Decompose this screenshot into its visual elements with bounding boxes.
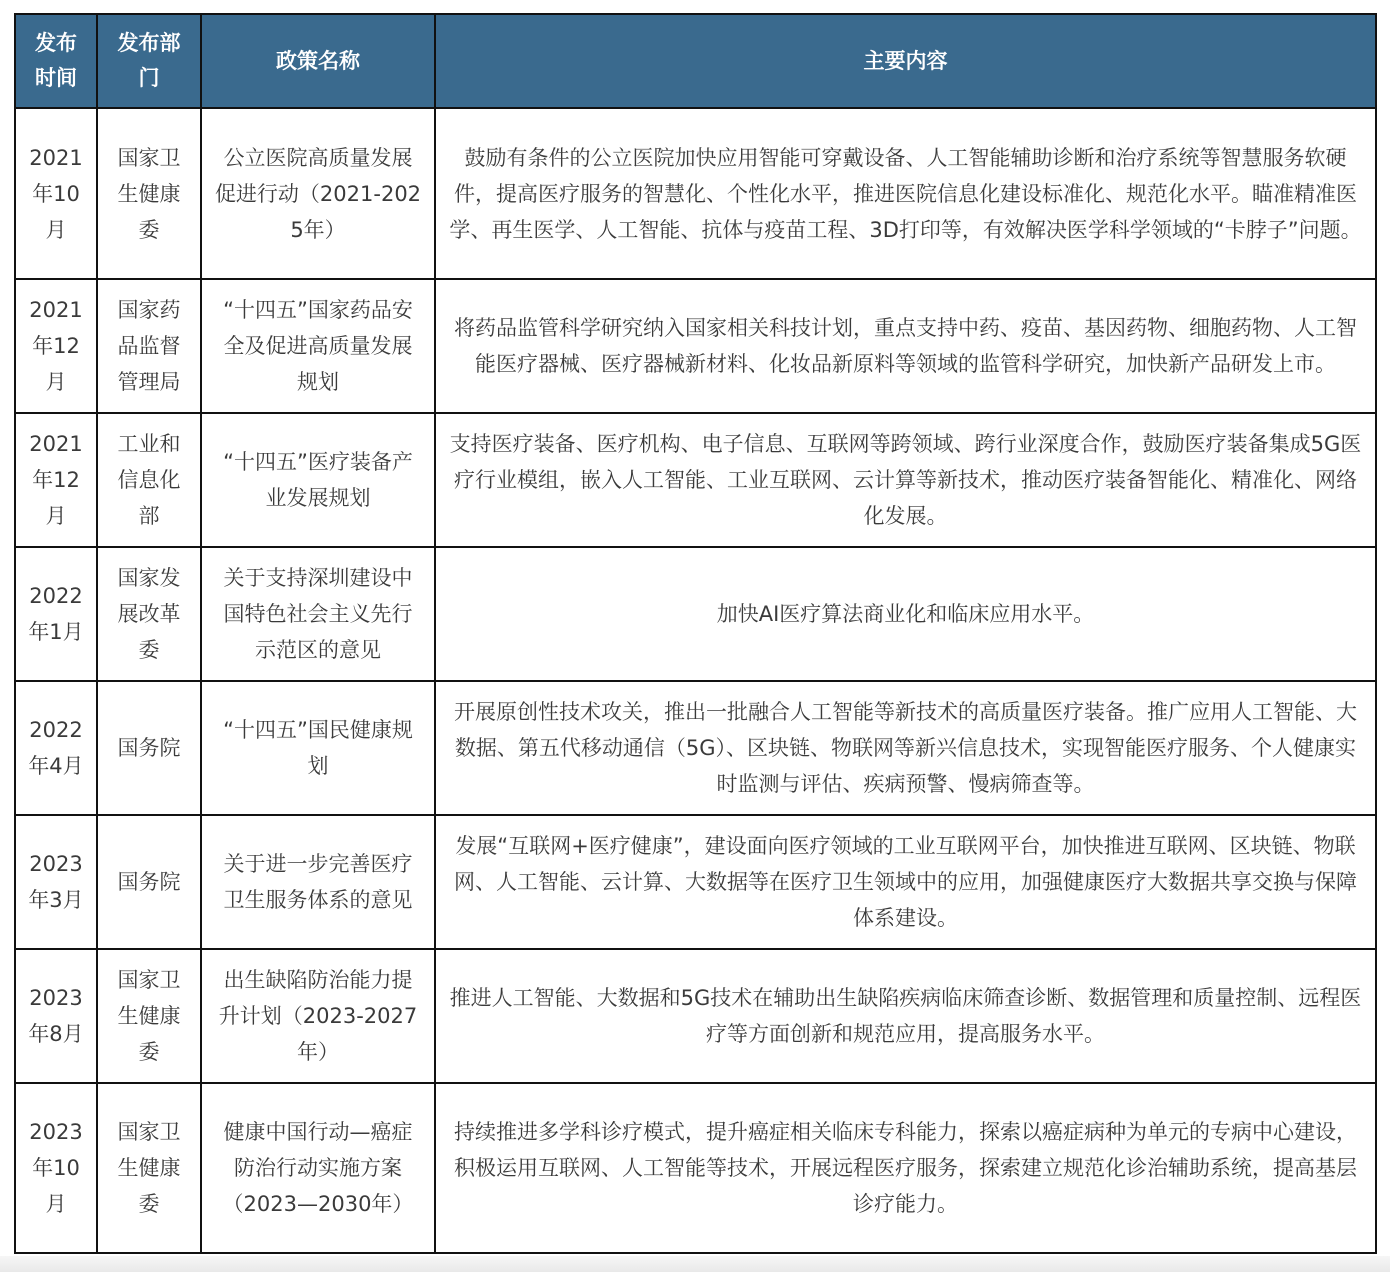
cell-date: 2022年1月 xyxy=(15,547,97,681)
table-row xyxy=(15,279,1376,413)
cell-date: 2021年12月 xyxy=(15,279,97,413)
cell-dept: 国家卫生健康委 xyxy=(97,1083,201,1253)
cell-content: 开展原创性技术攻关，推出一批融合人工智能等新技术的高质量医疗装备。推广应用人工智能、大数据、第五代移动通信（5G）、区块链、物联网等新兴信息技术，实现智能医疗服务、个人健康实时监测与评估、疾病预警、慢病筛查等。 xyxy=(435,681,1376,815)
cell-policy: 公立医院高质量发展促进行动（2021-2025年） xyxy=(201,108,435,279)
policy-table xyxy=(14,13,1377,1254)
cell-policy: 出生缺陷防治能力提升计划（2023-2027年） xyxy=(201,949,435,1083)
cell-date: 2023年3月 xyxy=(15,815,97,949)
header-date: 发布时间 xyxy=(15,14,97,108)
cell-policy: 健康中国行动—癌症防治行动实施方案（2023—2030年） xyxy=(201,1083,435,1253)
cell-dept: 国务院 xyxy=(97,681,201,815)
table-row xyxy=(15,815,1376,949)
cell-date: 2023年10月 xyxy=(15,1083,97,1253)
cell-dept: 工业和信息化部 xyxy=(97,413,201,547)
header-policy: 政策名称 xyxy=(201,14,435,108)
header-row xyxy=(15,14,1376,108)
cell-content: 加快AI医疗算法商业化和临床应用水平。 xyxy=(435,547,1376,681)
cell-date: 2021年10月 xyxy=(15,108,97,279)
cell-dept: 国家药品监督管理局 xyxy=(97,279,201,413)
table-row xyxy=(15,681,1376,815)
cell-policy: “十四五”国民健康规划 xyxy=(201,681,435,815)
cell-policy: “十四五”国家药品安全及促进高质量发展规划 xyxy=(201,279,435,413)
bottom-shadow xyxy=(0,1256,1390,1272)
cell-content: 推进人工智能、大数据和5G技术在辅助出生缺陷疾病临床筛查诊断、数据管理和质量控制、远程医疗等方面创新和规范应用，提高服务水平。 xyxy=(435,949,1376,1083)
table-row xyxy=(15,547,1376,681)
table-row xyxy=(15,1083,1376,1253)
cell-dept: 国家发展改革委 xyxy=(97,547,201,681)
cell-content: 发展“互联网+医疗健康”，建设面向医疗领域的工业互联网平台，加快推进互联网、区块链、物联网、人工智能、云计算、大数据等在医疗卫生领域中的应用，加强健康医疗大数据共享交换与保障体系建设。 xyxy=(435,815,1376,949)
header-content: 主要内容 xyxy=(435,14,1376,108)
cell-date: 2021年12月 xyxy=(15,413,97,547)
table-row xyxy=(15,108,1376,279)
table-row xyxy=(15,949,1376,1083)
cell-dept: 国务院 xyxy=(97,815,201,949)
cell-content: 将药品监管科学研究纳入国家相关科技计划，重点支持中药、疫苗、基因药物、细胞药物、人工智能医疗器械、医疗器械新材料、化妆品新原料等领域的监管科学研究，加快新产品研发上市。 xyxy=(435,279,1376,413)
cell-dept: 国家卫生健康委 xyxy=(97,108,201,279)
cell-policy: 关于支持深圳建设中国特色社会主义先行示范区的意见 xyxy=(201,547,435,681)
header-dept: 发布部门 xyxy=(97,14,201,108)
cell-content: 支持医疗装备、医疗机构、电子信息、互联网等跨领域、跨行业深度合作，鼓励医疗装备集成5G医疗行业模组，嵌入人工智能、工业互联网、云计算等新技术，推动医疗装备智能化、精准化、网络化发展。 xyxy=(435,413,1376,547)
cell-policy: 关于进一步完善医疗卫生服务体系的意见 xyxy=(201,815,435,949)
cell-dept: 国家卫生健康委 xyxy=(97,949,201,1083)
cell-content: 鼓励有条件的公立医院加快应用智能可穿戴设备、人工智能辅助诊断和治疗系统等智慧服务软硬件，提高医疗服务的智慧化、个性化水平，推进医院信息化建设标准化、规范化水平。瞄准精准医学、再生医学、人工智能、抗体与疫苗工程、3D打印等，有效解决医学科学领域的“卡脖子”问题。 xyxy=(435,108,1376,279)
cell-policy: “十四五”医疗装备产业发展规划 xyxy=(201,413,435,547)
cell-content: 持续推进多学科诊疗模式，提升癌症相关临床专科能力，探索以癌症病种为单元的专病中心建设，积极运用互联网、人工智能等技术，开展远程医疗服务，探索建立规范化诊治辅助系统，提高基层诊疗能力。 xyxy=(435,1083,1376,1253)
cell-date: 2022年4月 xyxy=(15,681,97,815)
cell-date: 2023年8月 xyxy=(15,949,97,1083)
table-row xyxy=(15,413,1376,547)
